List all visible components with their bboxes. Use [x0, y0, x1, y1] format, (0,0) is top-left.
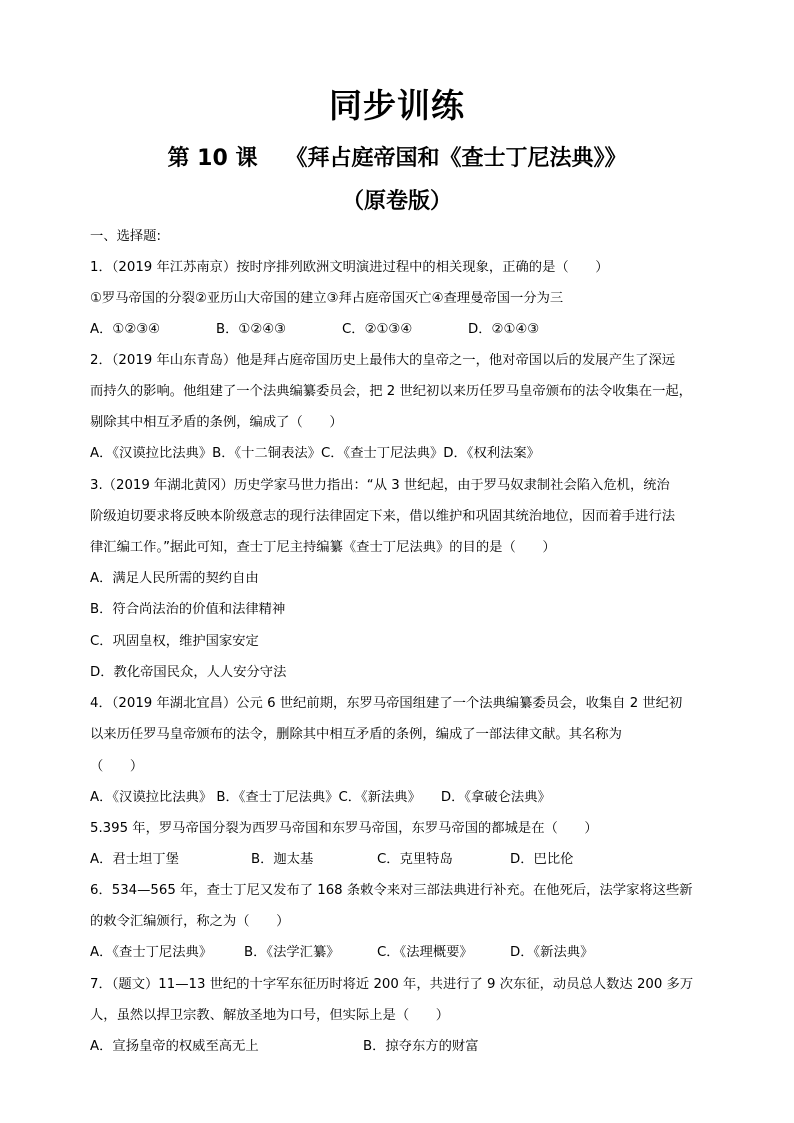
question-4-line-1: 4．（2019 年湖北宜昌）公元 6 世纪前期，东罗马帝国组建了一个法典编纂委员会，收集自 2 世纪初: [90, 696, 683, 711]
question-3-option-a: A．满足人民所需的契约自由: [90, 571, 259, 586]
question-7-line-2: 人，虽然以捍卫宗教、解放圣地为口号，但实际上是（ ）: [90, 1008, 450, 1023]
question-7-line-1: 7．（题文）11—13 世纪的十字军东征历时将近 200 年，共进行了 9 次东征，动员总人数达 200 多万: [90, 977, 694, 992]
option-c: C．②①③④: [342, 322, 413, 337]
question-3-option-b: B．符合尚法治的价值和法律精神: [90, 602, 286, 617]
question-4-line-3: （ ）: [90, 759, 144, 774]
question-3-line-3: 律汇编工作。”据此可知，查士丁尼主持编纂《查士丁尼法典》的目的是（ ）: [90, 540, 556, 555]
lesson-number: 第 10 课: [167, 146, 258, 171]
question-2-line-1: 2．（2019 年山东青岛）他是拜占庭帝国历史上最伟大的皇帝之一，他对帝国以后的发展产生了深远: [90, 353, 676, 368]
question-3-option-d: D．教化帝国民众，人人安分守法: [90, 665, 287, 680]
option-c: C．克里特岛: [377, 852, 453, 867]
option-d: D．《新法典》: [510, 945, 594, 960]
question-1-items: ①罗马帝国的分裂②亚历山大帝国的建立③拜占庭帝国灭亡④查理曼帝国一分为三: [90, 291, 564, 306]
page-title: 同步训练: [329, 86, 465, 125]
question-6-line-2: 的敕令汇编颁行，称之为（ ）: [90, 914, 290, 929]
option-a: A．《查士丁尼法典》: [90, 945, 213, 960]
option-b: B．①②④③: [216, 322, 287, 337]
question-3-line-2: 阶级迫切要求将反映本阶级意志的现行法律固定下来，借以维护和巩固其统治地位，因而着手进行法: [90, 509, 676, 524]
question-4-options: A．《汉谟拉比法典》 B．《查士丁尼法典》C．《新法典》 D．《拿破仑法典》: [90, 790, 551, 805]
question-2-options: A．《汉谟拉比法典》B．《十二铜表法》C．《查士丁尼法典》D．《权利法案》: [90, 446, 540, 461]
option-d: D．②①④③: [468, 322, 540, 337]
option-b: B．掠夺东方的财富: [363, 1039, 479, 1054]
question-4-line-2: 以来历任罗马皇帝颁布的法令，删除其中相互矛盾的条例，编成了一部法律文献。其名称为: [90, 727, 622, 742]
lesson-title: 《拜占庭帝国和《查士丁尼法典》》: [285, 146, 627, 171]
option-a: A．①②③④: [90, 322, 161, 337]
question-5-stem: 5.395 年，罗马帝国分裂为西罗马帝国和东罗马帝国，东罗马帝国的都城是在（ ）: [90, 821, 598, 836]
option-b: B．迦太基: [251, 852, 314, 867]
question-1-stem: 1．（2019 年江苏南京）按时序排列欧洲文明演进过程中的相关现象，正确的是（ ）: [90, 260, 609, 275]
lesson-heading: [0, 144, 794, 174]
option-d: D．巴比伦: [510, 852, 574, 867]
option-a: A．宣扬皇帝的权威至高无上: [90, 1039, 259, 1054]
option-a: A．君士坦丁堡: [90, 852, 179, 867]
question-3-line-1: 3.（2019 年湖北黄冈）历史学家马世力指出：“从 3 世纪起，由于罗马奴隶制社会陷入危机，统治: [90, 478, 670, 493]
question-2-line-3: 剔除其中相互矛盾的条例，编成了（ ）: [90, 415, 343, 430]
section-heading: 一、选择题:: [90, 229, 161, 244]
option-b: B．《法学汇纂》: [244, 945, 340, 960]
question-2-line-2: 而持久的影响。他组建了一个法典编纂委员会，把 2 世纪初以来历任罗马皇帝颁布的法令收集在一起，: [90, 384, 692, 399]
question-6-line-1: 6．534—565 年，查士丁尼又发布了 168 条敕令来对三部法典进行补充。在他死后，法学家将这些新: [90, 883, 693, 898]
option-c: C．《法理概要》: [377, 945, 473, 960]
edition-label: （原卷版）: [341, 189, 452, 214]
question-3-option-c: C．巩固皇权，维护国家安定: [90, 634, 259, 649]
